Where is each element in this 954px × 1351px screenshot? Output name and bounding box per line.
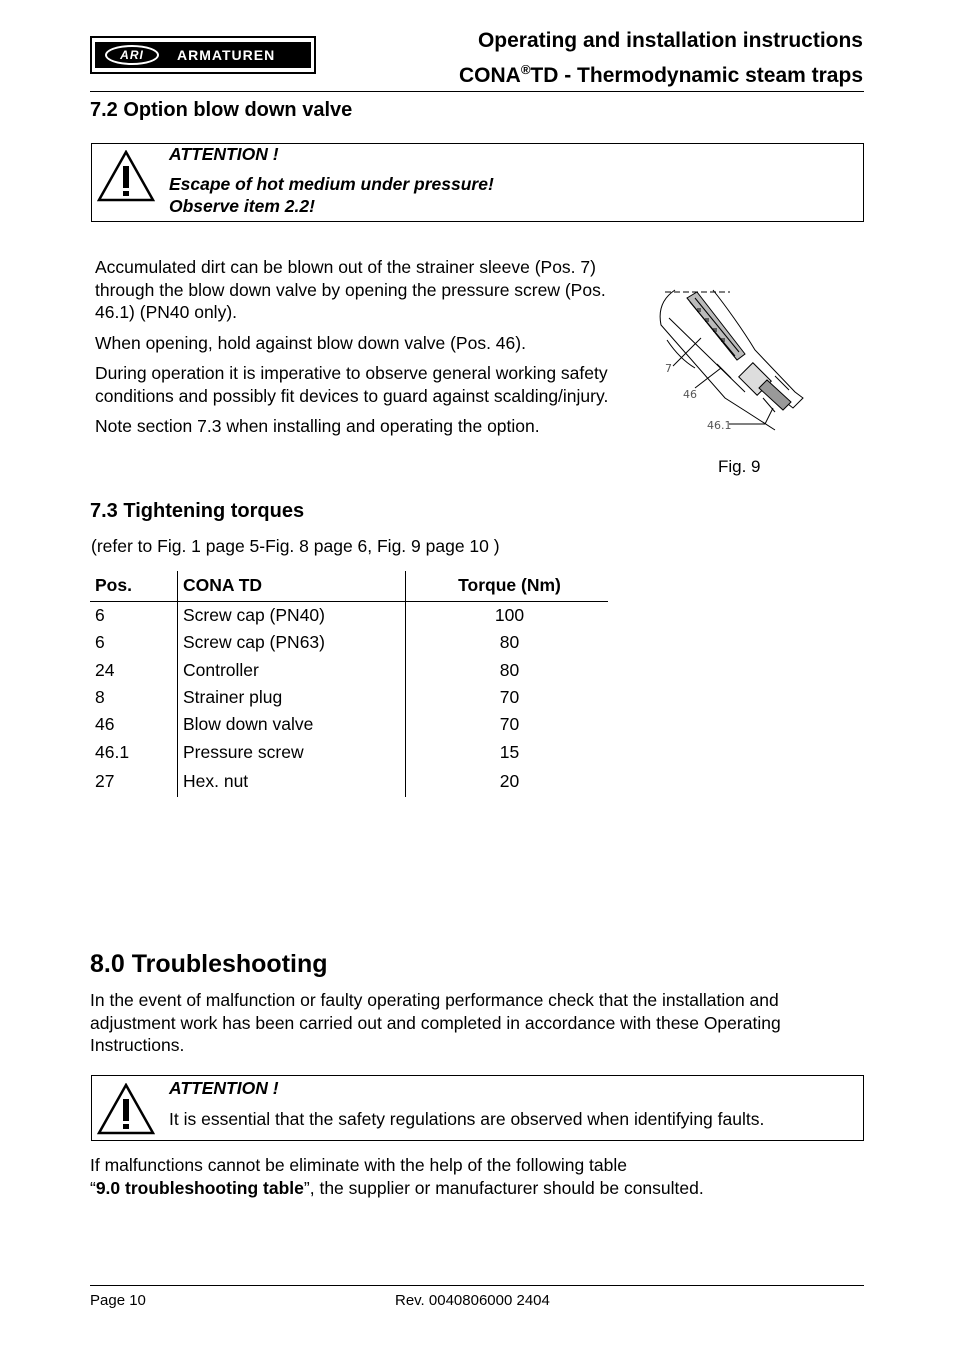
cell-torque: 20 xyxy=(406,766,609,797)
page-number: Page 10 xyxy=(90,1292,146,1309)
cell-part: Blow down valve xyxy=(178,711,406,738)
paragraph: Note section 7.3 when installing and operating the option. xyxy=(95,416,540,436)
closing-line2: “9.0 troubleshooting table”, the supplier or manufacturer should be consulted. xyxy=(90,1177,704,1198)
attention-label: ATTENTION ! xyxy=(169,144,279,164)
heading-7-2: 7.2 Option blow down valve xyxy=(90,99,353,121)
cell-pos: 24 xyxy=(95,659,115,680)
torque-reference-note: (refer to Fig. 1 page 5-Fig. 8 page 6, Fig. 9 page 10 ) xyxy=(91,536,500,556)
attention-line1: Escape of hot medium under pressure! xyxy=(169,174,494,194)
table-row xyxy=(90,711,608,738)
logo-text: ARMATUREN xyxy=(177,47,276,63)
table-row xyxy=(90,629,608,656)
cell-torque: 100 xyxy=(406,602,609,630)
closing-line1: If malfunctions cannot be eliminate with the help of the following table xyxy=(90,1155,627,1175)
cell-torque: 70 xyxy=(406,684,609,711)
paragraph: During operation it is imperative to observe general working safety conditions and possibly fit devices to guard against scalding/injury. xyxy=(95,363,609,406)
document-title xyxy=(459,26,863,90)
cell-pos: 6 xyxy=(95,632,105,653)
cell-torque: 80 xyxy=(406,629,609,656)
figure-label-46-1: 46.1 xyxy=(707,419,732,432)
figure-caption: Fig. 9 xyxy=(718,457,761,476)
table-row xyxy=(90,738,608,765)
attention-text: It is essential that the safety regulations are observed when identifying faults. xyxy=(169,1109,765,1129)
logo-mark: ARI xyxy=(105,45,159,65)
warning-triangle-icon xyxy=(97,1083,155,1135)
troubleshooting-table-reference: 9.0 troubleshooting table xyxy=(95,1177,304,1198)
attention-box-safety xyxy=(91,1075,864,1141)
paragraph: Accumulated dirt can be blown out of the strainer sleeve (Pos. 7) through the blow down valve by opening the pressure screw (Pos. 46.1) (PN40 only). xyxy=(95,257,606,322)
title-line2: CONA®TD - Thermodynamic steam traps xyxy=(458,62,863,87)
figure-label-7: 7 xyxy=(665,362,672,375)
footer-rule xyxy=(90,1285,864,1286)
cell-part: Strainer plug xyxy=(178,684,406,711)
ari-armaturen-logo xyxy=(90,36,316,74)
cell-pos: 8 xyxy=(95,687,105,708)
cell-pos: 27 xyxy=(95,770,115,791)
cell-part: Controller xyxy=(178,657,406,684)
cell-part: Hex. nut xyxy=(178,766,406,797)
cell-torque: 70 xyxy=(406,711,609,738)
column-header-pos: Pos. xyxy=(95,574,132,595)
heading-7-3: 7.3 Tightening torques xyxy=(90,500,305,522)
cell-part: Screw cap (PN63) xyxy=(178,629,406,656)
attention-box-hot-medium xyxy=(91,143,864,222)
cell-pos: 46.1 xyxy=(95,741,130,762)
troubleshooting-intro: In the event of malfunction or faulty operating performance check that the installation and adjustment work has been carried out and completed in accordance with these Operating Instructions. xyxy=(90,990,781,1055)
cell-part: Pressure screw xyxy=(178,738,406,765)
header-rule xyxy=(90,91,864,92)
table-row xyxy=(90,657,608,684)
heading-8-0: 8.0 Troubleshooting xyxy=(90,950,328,978)
warning-triangle-icon xyxy=(97,150,155,202)
attention-label: ATTENTION ! xyxy=(169,1078,279,1098)
title-line1: Operating and installation instructions xyxy=(477,29,863,52)
cell-part: Screw cap (PN40) xyxy=(178,602,406,630)
figure-label-46: 46 xyxy=(683,388,697,401)
attention-line2: Observe item 2.2! xyxy=(169,196,315,216)
cell-pos: 46 xyxy=(95,714,115,735)
table-row xyxy=(90,602,608,630)
table-row xyxy=(90,684,608,711)
cell-torque: 80 xyxy=(406,657,609,684)
column-header-cona-td: CONA TD xyxy=(178,571,406,602)
section-7-2-body xyxy=(95,256,610,438)
table-row xyxy=(90,766,608,797)
revision-number: Rev. 0040806000 2404 xyxy=(395,1292,550,1309)
tightening-torques-table xyxy=(90,571,608,797)
table-header-row xyxy=(90,571,608,602)
column-header-torque: Torque (Nm) xyxy=(406,571,609,602)
paragraph: When opening, hold against blow down valve (Pos. 46). xyxy=(95,332,526,353)
cell-torque: 15 xyxy=(406,738,609,765)
cell-pos: 6 xyxy=(95,605,105,626)
figure-9-blow-down-valve-drawing xyxy=(655,280,815,435)
troubleshooting-closing xyxy=(90,1154,865,1199)
